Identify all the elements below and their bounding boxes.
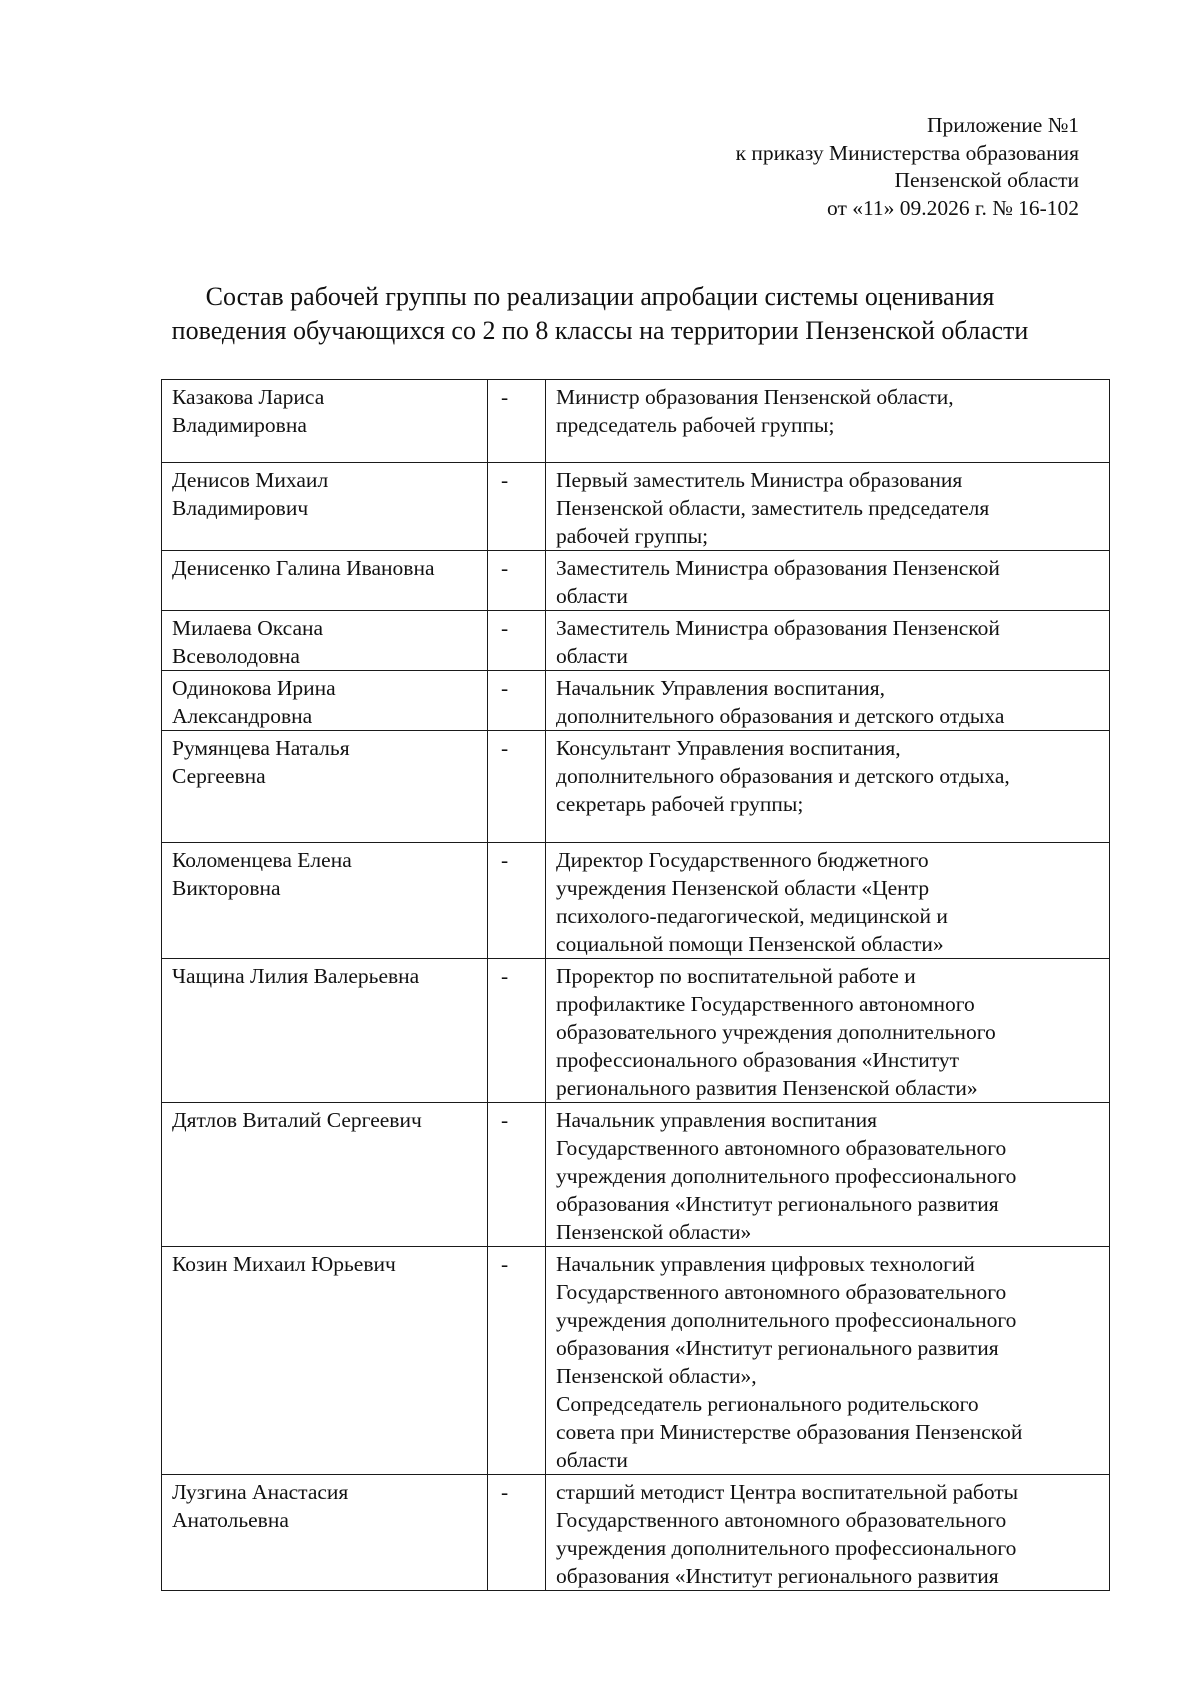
- member-role-line: профилактике Государственного автономного: [556, 992, 975, 1016]
- member-name-line: Чащина Лилия Валерьевна: [172, 964, 420, 988]
- member-role: [546, 611, 1110, 671]
- member-role-line: Пензенской области»,: [556, 1364, 757, 1388]
- member-name: [162, 380, 488, 463]
- member-role: [546, 1247, 1110, 1475]
- member-name-line: Коломенцева Елена: [172, 848, 352, 872]
- member-role-line: образования «Институт регионального развития: [556, 1192, 999, 1216]
- member-role-line: старший методист Центра воспитательной работы: [556, 1480, 1019, 1504]
- member-role-line: социальной помощи Пензенской области»: [556, 932, 944, 956]
- member-role-line: дополнительного образования и детского отдыха,: [556, 764, 1010, 788]
- member-role-line: Государственного автономного образовательного: [556, 1280, 1007, 1304]
- member-role-line: регионального развития Пензенской области»: [556, 1076, 978, 1100]
- member-dash: -: [488, 843, 546, 959]
- member-name-line: Дятлов Виталий Сергеевич: [172, 1108, 422, 1132]
- member-name-line: Одинокова Ирина: [172, 676, 336, 700]
- member-name: [162, 731, 488, 843]
- table-row: [162, 551, 1110, 611]
- member-role-line: психолого-педагогической, медицинской и: [556, 904, 948, 928]
- member-dash: -: [488, 731, 546, 843]
- member-role-line: Проректор по воспитательной работе и: [556, 964, 916, 988]
- appendix-region: Пензенской области: [894, 168, 1079, 192]
- member-dash: -: [488, 463, 546, 551]
- member-role-line: Пензенской области»: [556, 1220, 752, 1244]
- member-name-line: Викторовна: [172, 876, 281, 900]
- member-role: [546, 463, 1110, 551]
- member-role-line: Начальник управления воспитания: [556, 1108, 878, 1132]
- member-role-line: учреждения дополнительного профессионального: [556, 1536, 1017, 1560]
- member-name: [162, 1247, 488, 1475]
- member-name: [162, 843, 488, 959]
- member-role: [546, 1475, 1110, 1591]
- table-row: [162, 731, 1110, 843]
- member-role-line: учреждения Пензенской области «Центр: [556, 876, 930, 900]
- member-role-line: совета при Министерстве образования Пензенской: [556, 1420, 1023, 1444]
- member-role-line: Первый заместитель Министра образования: [556, 468, 963, 492]
- member-name-line: Козин Михаил Юрьевич: [172, 1252, 396, 1276]
- member-role-line: Заместитель Министра образования Пензенской: [556, 616, 1000, 640]
- members-table-body: [162, 380, 1110, 1591]
- table-row: [162, 959, 1110, 1103]
- member-name-line: Милаева Оксана: [172, 616, 324, 640]
- member-name-line: Лузгина Анастасия: [172, 1480, 349, 1504]
- member-dash: -: [488, 1103, 546, 1247]
- member-role-line: области: [556, 1448, 628, 1472]
- member-role-line: учреждения дополнительного профессионального: [556, 1164, 1017, 1188]
- member-name-line: Александровна: [172, 704, 313, 728]
- member-role-line: Директор Государственного бюджетного: [556, 848, 929, 872]
- member-role: [546, 380, 1110, 463]
- document-title-line: Состав рабочей группы по реализации апробации системы оценивания: [205, 282, 995, 311]
- member-role-line: Консультант Управления воспитания,: [556, 736, 901, 760]
- member-role: [546, 551, 1110, 611]
- member-role-line: учреждения дополнительного профессионального: [556, 1308, 1017, 1332]
- member-role-line: Начальник Управления воспитания,: [556, 676, 885, 700]
- member-role: [546, 671, 1110, 731]
- member-name-line: Румянцева Наталья: [172, 736, 350, 760]
- member-dash: -: [488, 959, 546, 1103]
- table-row: [162, 843, 1110, 959]
- table-row: [162, 1475, 1110, 1591]
- member-name: [162, 1475, 488, 1591]
- member-role: [546, 1103, 1110, 1247]
- member-dash: -: [488, 1475, 546, 1591]
- member-role: [546, 959, 1110, 1103]
- member-name-line: Денисов Михаил: [172, 468, 329, 492]
- table-row: [162, 671, 1110, 731]
- member-name: [162, 959, 488, 1103]
- appendix-date-number: от «11» 09.2026 г. № 16-102: [826, 195, 1079, 220]
- table-row: [162, 1247, 1110, 1475]
- member-name: [162, 611, 488, 671]
- member-role: [546, 843, 1110, 959]
- member-role-line: дополнительного образования и детского отдыха: [556, 704, 1005, 728]
- table-row: [162, 463, 1110, 551]
- table-row: [162, 611, 1110, 671]
- member-role-line: образования «Институт регионального развития: [556, 1564, 999, 1588]
- member-role-line: секретарь рабочей группы;: [556, 792, 804, 816]
- appendix-order-ref: к приказу Министерства образования: [735, 140, 1079, 165]
- member-name-line: Казакова Лариса: [172, 385, 325, 409]
- member-name-line: Денисенко Галина Ивановна: [172, 556, 435, 580]
- member-dash: -: [488, 611, 546, 671]
- member-dash: -: [488, 671, 546, 731]
- member-role-line: образовательного учреждения дополнительного: [556, 1020, 996, 1044]
- appendix-header: [736, 112, 1079, 222]
- member-role-line: Пензенской области, заместитель председателя: [556, 496, 990, 520]
- member-role-line: профессионального образования «Институт: [556, 1048, 960, 1072]
- member-name-line: Сергеевна: [172, 764, 266, 788]
- appendix-number: Приложение №1: [926, 113, 1079, 137]
- member-role-line: Заместитель Министра образования Пензенской: [556, 556, 1000, 580]
- member-role-line: Сопредседатель регионального родительского: [556, 1392, 979, 1416]
- member-role-line: Государственного автономного образовательного: [556, 1508, 1007, 1532]
- member-name: [162, 463, 488, 551]
- members-table: [161, 379, 1110, 1591]
- member-dash: -: [488, 1247, 546, 1475]
- member-role-line: Государственного автономного образовательного: [556, 1136, 1007, 1160]
- member-role: [546, 731, 1110, 843]
- member-role-line: председатель рабочей группы;: [556, 413, 835, 437]
- member-name: [162, 1103, 488, 1247]
- member-name-line: Всеволодовна: [172, 644, 300, 668]
- member-role-line: образования «Институт регионального развития: [556, 1336, 999, 1360]
- member-role-line: области: [556, 584, 628, 608]
- member-role-line: Министр образования Пензенской области,: [556, 385, 954, 409]
- member-role-line: области: [556, 644, 628, 668]
- member-role-line: рабочей группы;: [556, 524, 709, 548]
- document-title-line: поведения обучающихся со 2 по 8 классы на территории Пензенской области: [171, 316, 1029, 345]
- table-row: [162, 380, 1110, 463]
- member-dash: -: [488, 380, 546, 463]
- member-name-line: Владимирович: [172, 496, 309, 520]
- member-role-line: Начальник управления цифровых технологий: [556, 1252, 975, 1276]
- table-row: [162, 1103, 1110, 1247]
- member-name-line: Анатольевна: [172, 1508, 289, 1532]
- member-name: [162, 551, 488, 611]
- document-title: [0, 280, 1200, 348]
- member-name-line: Владимировна: [172, 413, 307, 437]
- member-name: [162, 671, 488, 731]
- member-dash: -: [488, 551, 546, 611]
